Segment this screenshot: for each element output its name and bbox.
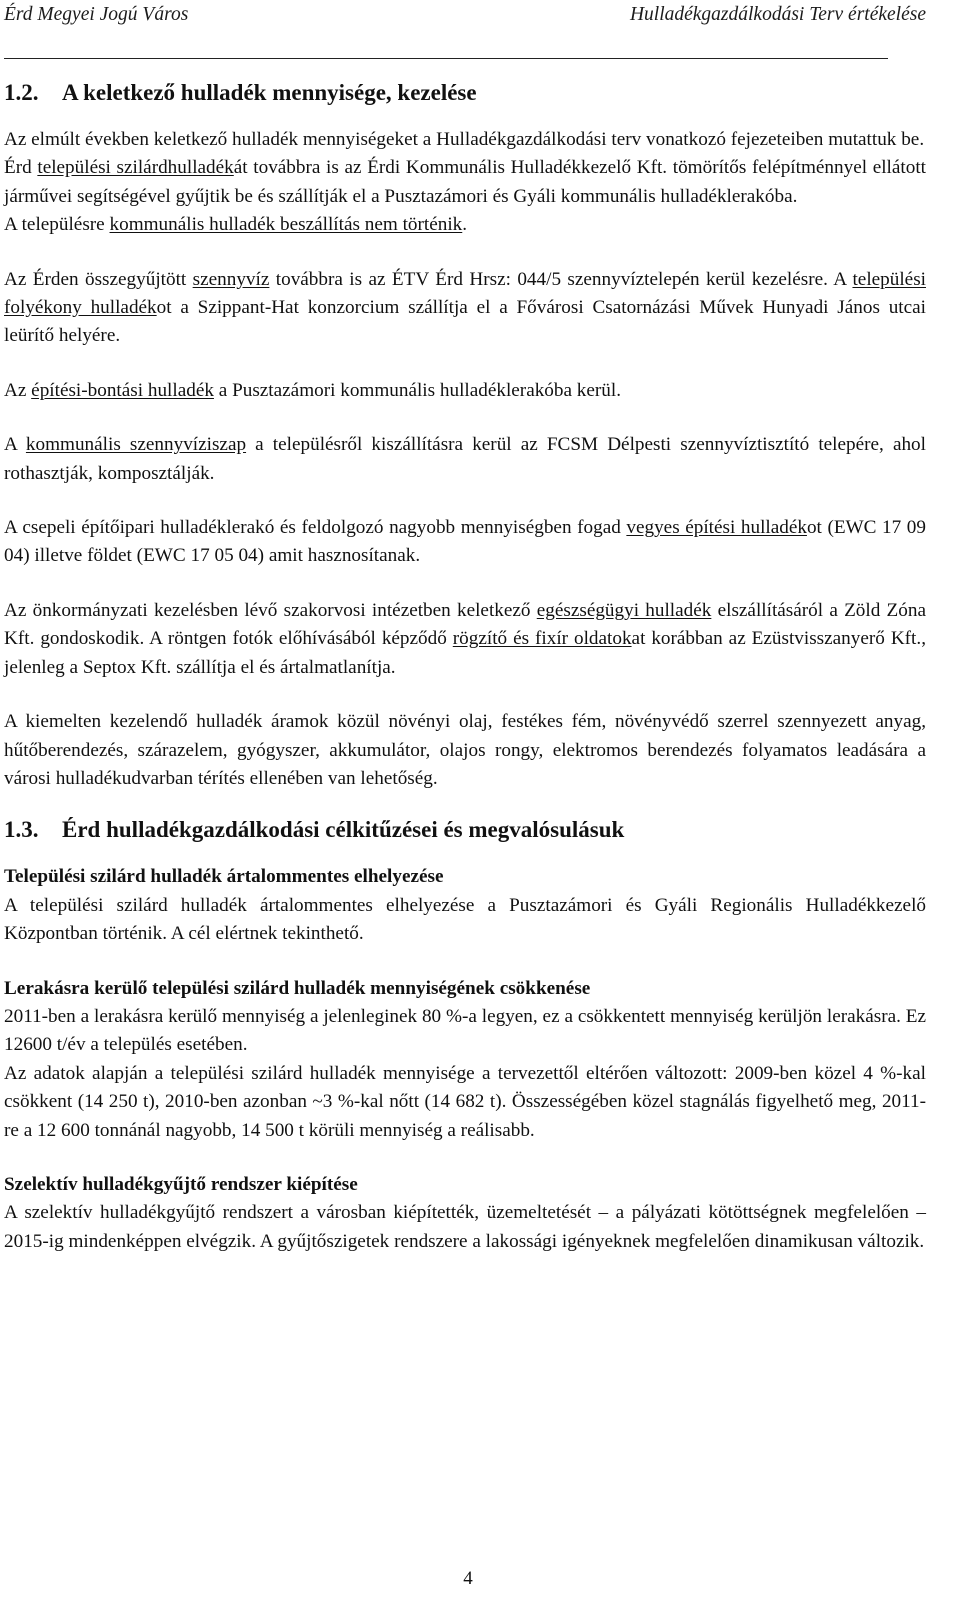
underlined-term: települési folyékony hulladék <box>4 268 926 319</box>
subsection-title: Települési szilárd hulladék ártalommentes elhelyezése <box>4 866 444 888</box>
paragraph: A kommunális szennyvíziszap a településről kiszállításra kerül az FCSM Délpesti szennyvíztisztító telepére, ahol rothasztják, komposztálják. <box>4 434 926 484</box>
paragraph: A csepeli építőipari hulladéklerakó és feldolgozó nagyobb mennyiségben fogad vegyes építési hulladékot (EWC 17 09 04) illetve földet (EWC 17 05 04) amit hasznosítanak. <box>4 517 926 567</box>
paragraph: Az építési-bontási hulladék a Pusztazámori kommunális hulladéklerakóba kerül. <box>4 379 622 401</box>
underlined-term: kommunális hulladék beszállítás nem történik <box>109 214 463 236</box>
subsection-title: Szelektív hulladékgyűjtő rendszer kiépítése <box>4 1173 358 1195</box>
underlined-term: építési-bontási hulladék <box>31 379 214 401</box>
header-left: Érd Megyei Jogú Város <box>4 4 189 25</box>
section-heading-1-3 <box>4 815 926 845</box>
header-right: Hulladékgazdálkodási Terv értékelése <box>629 4 926 25</box>
underlined-term: rögzítő és fixír oldatok <box>452 628 632 650</box>
paragraph: A településre kommunális hulladék beszállítás nem történik. <box>4 214 468 236</box>
page-header <box>4 4 926 44</box>
paragraph: Az adatok alapján a települési szilárd hulladék mennyisége a tervezettől eltérően változott: 2009-ben közel 4 %-kal csökkent (14 250 t), 2010-ben azonban ~3 %-kal nőtt (14 682 t). Összességében közel stagnálás figyelhető meg, 2011-re a 12 600 tonnánál nagyobb, 14 500 t körüli mennyiség a reálisabb. <box>4 1062 926 1141</box>
page-number: 4 <box>463 1568 473 1589</box>
paragraph: Az elmúlt években keletkező hulladék mennyiségeket a Hulladékgazdálkodási terv vonatkozó fejezeteiben mutattuk be. <box>4 129 925 150</box>
section-number: 1.3. <box>4 817 39 843</box>
header-divider <box>4 58 888 59</box>
paragraph: A települési szilárd hulladék ártalommentes elhelyezése a Pusztazámori és Gyáli Regionális Hulladékkezelő Központban történik. A cél elértnek tekinthető. <box>4 894 926 945</box>
section-title: Érd hulladékgazdálkodási célkitűzései és megvalósulásuk <box>62 817 625 843</box>
underlined-term: települési szilárdhulladék <box>37 157 234 179</box>
paragraph: A szelektív hulladékgyűjtő rendszert a városban kiépítették, üzemeltetését – a pályázati kötöttségnek megfelelően – 2015-ig mindenképpen elvégzik. A gyűjtőszigetek rendszere a lakossági igényeknek megfelelően dinamikusan változik. <box>4 1202 926 1252</box>
paragraph: Az önkormányzati kezelésben lévő szakorvosi intézetben keletkező egészségügyi hulladék elszállításáról a Zöld Zóna Kft. gondoskodik. A röntgen fotók előhívásából képződő rögzítő és fixír oldatokat korábban az Ezüstvisszanyerő Kft., jelenleg a Septox Kft. szállítja el és ártalmatlanítja. <box>4 599 926 678</box>
underlined-term: vegyes építési hulladék <box>626 517 807 539</box>
underlined-term: kommunális szennyvíziszap <box>25 434 247 456</box>
subsection-title: Lerakásra kerülő települési szilárd hulladék mennyiségének csökkenése <box>4 977 591 999</box>
paragraph: Az Érden összegyűjtött szennyvíz továbbra is az ÉTV Érd Hrsz: 044/5 szennyvíztelepén kerül kezelésre. A települési folyékony hulladékot a Szippant-Hat konzorcium szállítja el a Fővárosi Csatornázási Művek Hunyadi János utcai leürítő helyére. <box>4 268 926 347</box>
underlined-term: egészségügyi hulladék <box>536 599 712 621</box>
paragraph: A kiemelten kezelendő hulladék áramok közül növényi olaj, festékes fém, növényvédő szerrel szennyezett anyag, hűtőberendezés, szárazelem, gyógyszer, akkumulátor, olajos rongy, elektromos berendezés folyamatos leadására a városi hulladékudvarban térítés ellenében van lehetőség. <box>4 711 926 789</box>
section-heading-1-2 <box>4 78 926 108</box>
section-title: A keletkező hulladék mennyisége, kezelése <box>62 80 477 105</box>
underlined-term: szennyvíz <box>192 268 270 290</box>
section-number: 1.2. <box>4 80 39 105</box>
document-body <box>4 72 926 1256</box>
paragraph: Érd települési szilárdhulladékát továbbra is az Érdi Kommunális Hulladékkezelő Kft. tömörítős felépítménnyel ellátott járművei segítségével gyűjtik be és szállítják el a Pusztazámori és Gyáli kommunális hulladéklerakóba. <box>4 157 926 207</box>
paragraph: 2011-ben a lerakásra kerülő mennyiség a jelenleginek 80 %-a legyen, ez a csökkentett mennyiség kerüljön lerakásra. Ez 12600 t/év a település esetében. <box>4 1005 926 1056</box>
